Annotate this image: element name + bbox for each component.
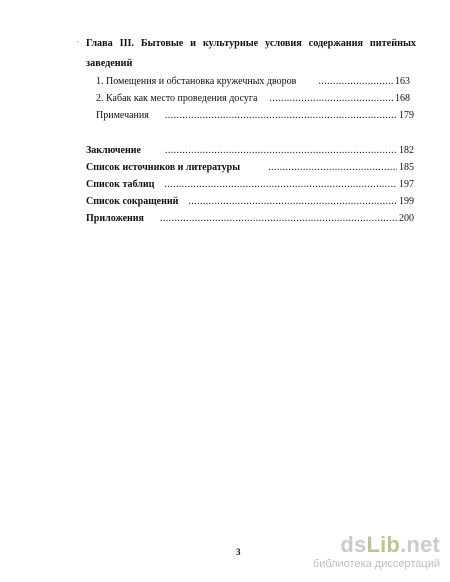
toc-entry-page: 185 bbox=[399, 162, 414, 173]
watermark-brand-part3: .net bbox=[400, 532, 440, 557]
toc-entry-page: 163 bbox=[395, 76, 410, 87]
watermark-brand-part1: ds bbox=[340, 532, 367, 557]
toc-entry-conclusion[interactable] bbox=[86, 145, 414, 157]
toc-entry-label: 1. Помещения и обстановка кружечных дворов bbox=[96, 76, 297, 87]
toc-entry-label: Список сокращений bbox=[86, 196, 179, 207]
chapter-title-line-2: заведений bbox=[86, 58, 133, 69]
toc-entry-section-1[interactable] bbox=[96, 76, 410, 88]
toc-entry-page: 182 bbox=[399, 145, 414, 156]
chapter-title-line-1: Глава III. Бытовые и культурные условия содержания питейных bbox=[86, 38, 416, 49]
toc-entry-page: 179 bbox=[399, 110, 414, 121]
toc-entry-appendices[interactable] bbox=[86, 213, 414, 225]
toc-entry-label: Список источников и литературы bbox=[86, 162, 241, 173]
toc-entry-label: Заключение bbox=[86, 145, 141, 156]
toc-leader-dots bbox=[164, 179, 397, 191]
toc-entry-label: Примечания bbox=[96, 110, 149, 121]
toc-leader-dots bbox=[318, 76, 393, 88]
margin-mark: ' bbox=[77, 40, 79, 48]
toc-leader-dots bbox=[188, 196, 397, 208]
toc-entry-page: 168 bbox=[395, 93, 410, 104]
toc-entry-page: 200 bbox=[399, 213, 414, 224]
toc-leader-dots bbox=[160, 213, 397, 225]
toc-leader-dots bbox=[268, 162, 397, 174]
toc-entry-notes[interactable] bbox=[96, 110, 414, 122]
toc-entry-abbreviations[interactable] bbox=[86, 196, 414, 208]
toc-entry-section-2[interactable] bbox=[96, 93, 410, 105]
watermark-brand bbox=[313, 533, 440, 557]
watermark-subtitle: библиотека диссертаций bbox=[312, 558, 440, 570]
toc-entry-label: Список таблиц bbox=[86, 179, 155, 190]
page-number: 3 bbox=[236, 547, 241, 557]
toc-leader-dots bbox=[269, 93, 393, 105]
toc-leader-dots bbox=[165, 145, 397, 157]
toc-entry-page: 197 bbox=[399, 179, 414, 190]
toc-entry-label: Приложения bbox=[86, 213, 144, 224]
toc-leader-dots bbox=[165, 110, 397, 122]
toc-entry-sources[interactable] bbox=[86, 162, 414, 174]
toc-entry-page: 199 bbox=[399, 196, 414, 207]
watermark-brand-part2: Lib bbox=[366, 532, 401, 557]
toc-entry-label: 2. Кабак как место проведения досуга bbox=[96, 93, 258, 104]
toc-entry-tables[interactable] bbox=[86, 179, 414, 191]
watermark-logo bbox=[313, 533, 440, 570]
